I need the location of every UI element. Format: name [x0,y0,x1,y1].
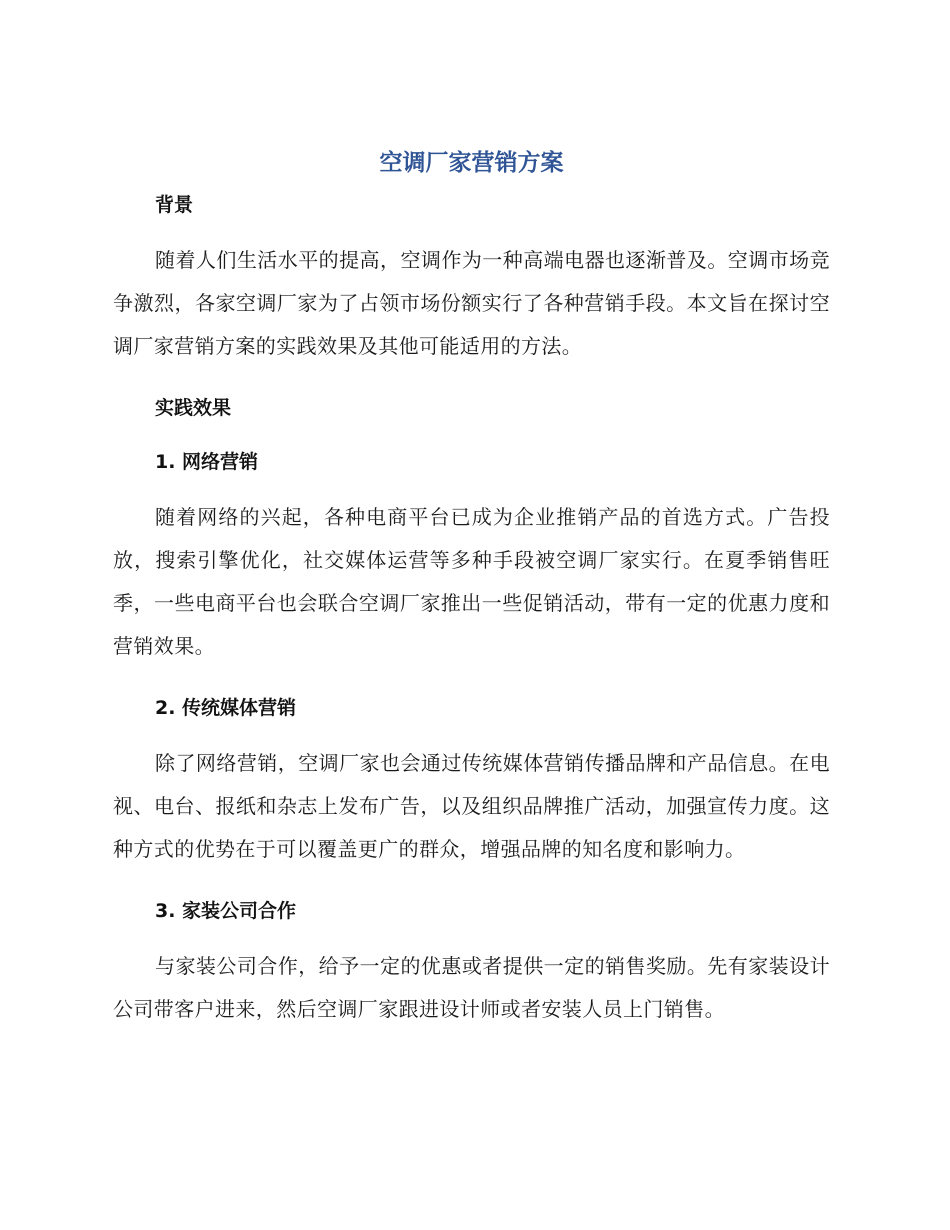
paragraph-online-marketing: 随着网络的兴起，各种电商平台已成为企业推销产品的首选方式。广告投放，搜索引擎优化，社交媒体运营等多种手段被空调厂家实行。在夏季销售旺季，一些电商平台也会联合空调厂家推出一些促销活动，带有一定的优惠力度和营销效果。 [113,505,830,658]
subsection-heading-online-marketing: 1. 网络营销 [155,451,259,473]
section-heading-background: 背景 [155,194,194,216]
subsection-heading-traditional-media: 2. 传统媒体营销 [155,697,297,719]
page-title: 空调厂家营销方案 [379,150,564,176]
paragraph-traditional-media: 除了网络营销，空调厂家也会通过传统媒体营销传播品牌和产品信息。在电视、电台、报纸和杂志上发布广告，以及组织品牌推广活动，加强宣传力度。这种方式的优势在于可以覆盖更广的群众，增强品牌的知名度和影响力。 [113,751,830,861]
paragraph-background: 随着人们生活水平的提高，空调作为一种高端电器也逐渐普及。空调市场竞争激烈，各家空调厂家为了占领市场份额实行了各种营销手段。本文旨在探讨空调厂家营销方案的实践效果及其他可能适用的方法。 [113,248,830,358]
section-heading-practice: 实践效果 [155,397,232,419]
document-body [113,140,830,1031]
subsection-heading-decoration-cooperation: 3. 家装公司合作 [155,900,297,922]
paragraph-decoration-cooperation: 与家装公司合作，给予一定的优惠或者提供一定的销售奖励。先有家装设计公司带客户进来，然后空调厂家跟进设计师或者安装人员上门销售。 [113,954,830,1021]
